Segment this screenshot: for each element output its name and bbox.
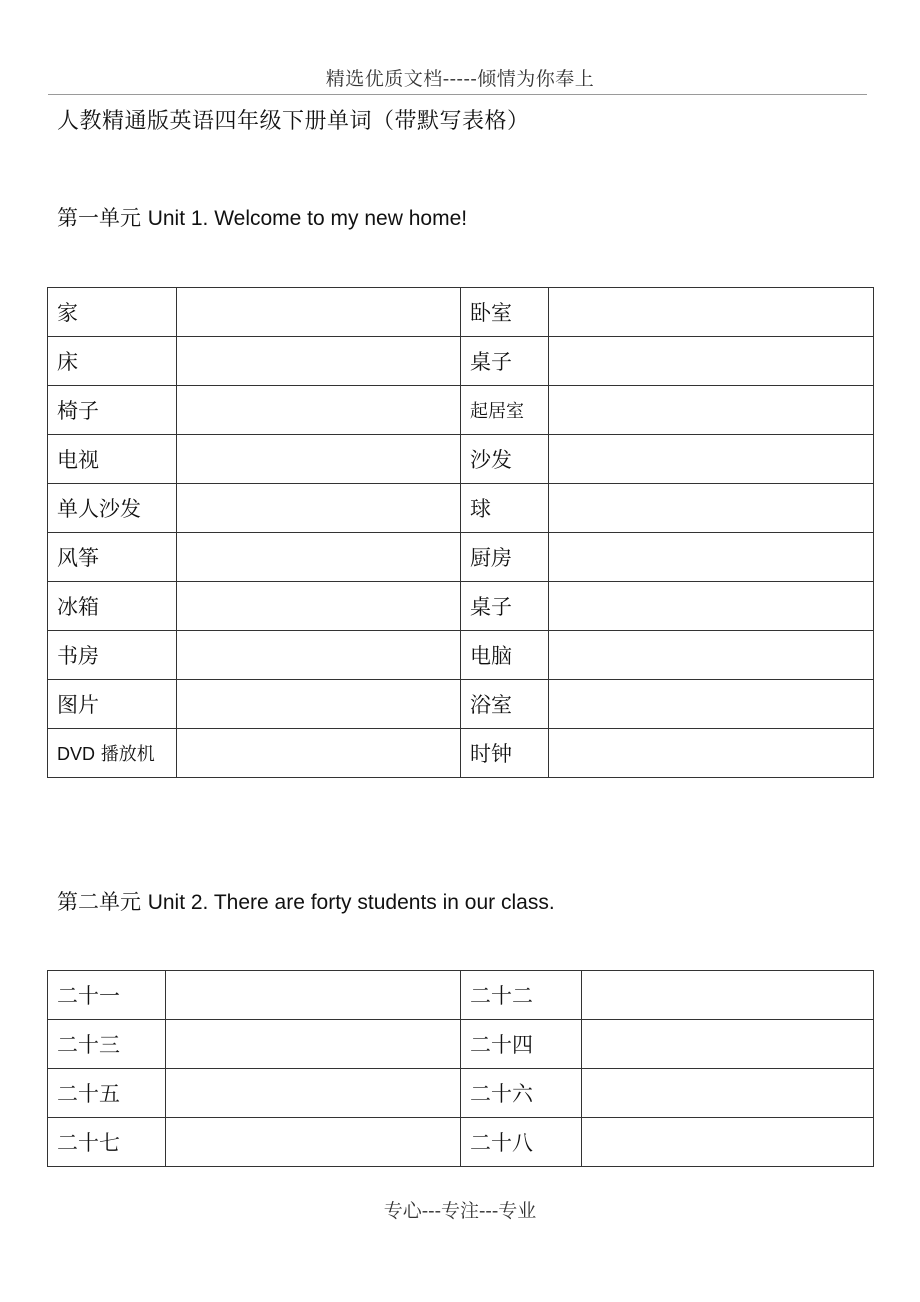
answer-cell[interactable] xyxy=(177,484,461,533)
answer-cell[interactable] xyxy=(582,1118,874,1167)
answer-cell[interactable] xyxy=(177,337,461,386)
word-cell: 冰箱 xyxy=(48,582,177,631)
word-cell: 二十七 xyxy=(48,1118,166,1167)
unit1-heading-zh: 第一单元 xyxy=(57,206,141,230)
page-footer: 专心---专注---专业 xyxy=(383,1200,537,1222)
table-row xyxy=(48,288,874,337)
word-cell: 二十二 xyxy=(461,971,582,1020)
answer-cell[interactable] xyxy=(549,484,874,533)
answer-cell[interactable] xyxy=(549,631,874,680)
answer-cell[interactable] xyxy=(549,533,874,582)
answer-cell[interactable] xyxy=(177,435,461,484)
unit1-heading xyxy=(57,202,467,232)
answer-cell[interactable] xyxy=(582,971,874,1020)
unit2-vocab-table xyxy=(47,970,874,1167)
unit1-vocab-table xyxy=(47,287,874,778)
word-cell: 图片 xyxy=(48,680,177,729)
answer-cell[interactable] xyxy=(582,1069,874,1118)
word-cell: 桌子 xyxy=(461,337,549,386)
word-cell xyxy=(48,729,177,778)
word-cell: 电视 xyxy=(48,435,177,484)
word-cell: 椅子 xyxy=(48,386,177,435)
table-row xyxy=(48,337,874,386)
word-cell: 浴室 xyxy=(461,680,549,729)
answer-cell[interactable] xyxy=(549,729,874,778)
word-cell: 二十四 xyxy=(461,1020,582,1069)
word-cell: 卧室 xyxy=(461,288,549,337)
answer-cell[interactable] xyxy=(177,729,461,778)
answer-cell[interactable] xyxy=(177,386,461,435)
answer-cell[interactable] xyxy=(166,1020,461,1069)
unit2-heading xyxy=(57,886,555,916)
table-row xyxy=(48,1118,874,1167)
page-header: 精选优质文档-----倾情为你奉上 xyxy=(325,68,595,90)
word-cell: 二十八 xyxy=(461,1118,582,1167)
unit1-heading-en: Unit 1. Welcome to my new home! xyxy=(147,207,468,230)
table-row xyxy=(48,435,874,484)
document-title: 人教精通版英语四年级下册单词（带默写表格） xyxy=(57,109,530,134)
table-row xyxy=(48,1020,874,1069)
answer-cell[interactable] xyxy=(177,631,461,680)
answer-cell[interactable] xyxy=(549,680,874,729)
table-row xyxy=(48,582,874,631)
answer-cell[interactable] xyxy=(177,582,461,631)
word-cell: 起居室 xyxy=(461,386,549,435)
word-latin-part: DVD xyxy=(57,744,96,764)
word-cell: 二十五 xyxy=(48,1069,166,1118)
word-cell: 厨房 xyxy=(461,533,549,582)
answer-cell[interactable] xyxy=(582,1020,874,1069)
table-row xyxy=(48,484,874,533)
answer-cell[interactable] xyxy=(166,971,461,1020)
word-cell: 风筝 xyxy=(48,533,177,582)
answer-cell[interactable] xyxy=(549,582,874,631)
answer-cell[interactable] xyxy=(177,288,461,337)
answer-cell[interactable] xyxy=(177,533,461,582)
answer-cell[interactable] xyxy=(166,1118,461,1167)
table-row xyxy=(48,1069,874,1118)
table-row xyxy=(48,680,874,729)
table-row xyxy=(48,533,874,582)
word-cell: 家 xyxy=(48,288,177,337)
table-row xyxy=(48,631,874,680)
word-zh-part: 播放机 xyxy=(100,744,155,765)
word-cell: 单人沙发 xyxy=(48,484,177,533)
word-cell: 时钟 xyxy=(461,729,549,778)
answer-cell[interactable] xyxy=(166,1069,461,1118)
word-cell: 球 xyxy=(461,484,549,533)
unit2-heading-zh: 第二单元 xyxy=(57,890,141,914)
word-cell: 二十三 xyxy=(48,1020,166,1069)
table-row xyxy=(48,729,874,778)
unit2-heading-en: Unit 2. There are forty students in our class. xyxy=(147,891,555,914)
word-cell: 二十六 xyxy=(461,1069,582,1118)
word-cell: 沙发 xyxy=(461,435,549,484)
header-divider xyxy=(48,94,867,95)
answer-cell[interactable] xyxy=(549,435,874,484)
word-cell: 书房 xyxy=(48,631,177,680)
answer-cell[interactable] xyxy=(549,288,874,337)
table-row xyxy=(48,971,874,1020)
word-cell: 床 xyxy=(48,337,177,386)
answer-cell[interactable] xyxy=(549,386,874,435)
word-cell: 二十一 xyxy=(48,971,166,1020)
table-row xyxy=(48,386,874,435)
answer-cell[interactable] xyxy=(549,337,874,386)
word-cell: 电脑 xyxy=(461,631,549,680)
word-cell: 桌子 xyxy=(461,582,549,631)
answer-cell[interactable] xyxy=(177,680,461,729)
